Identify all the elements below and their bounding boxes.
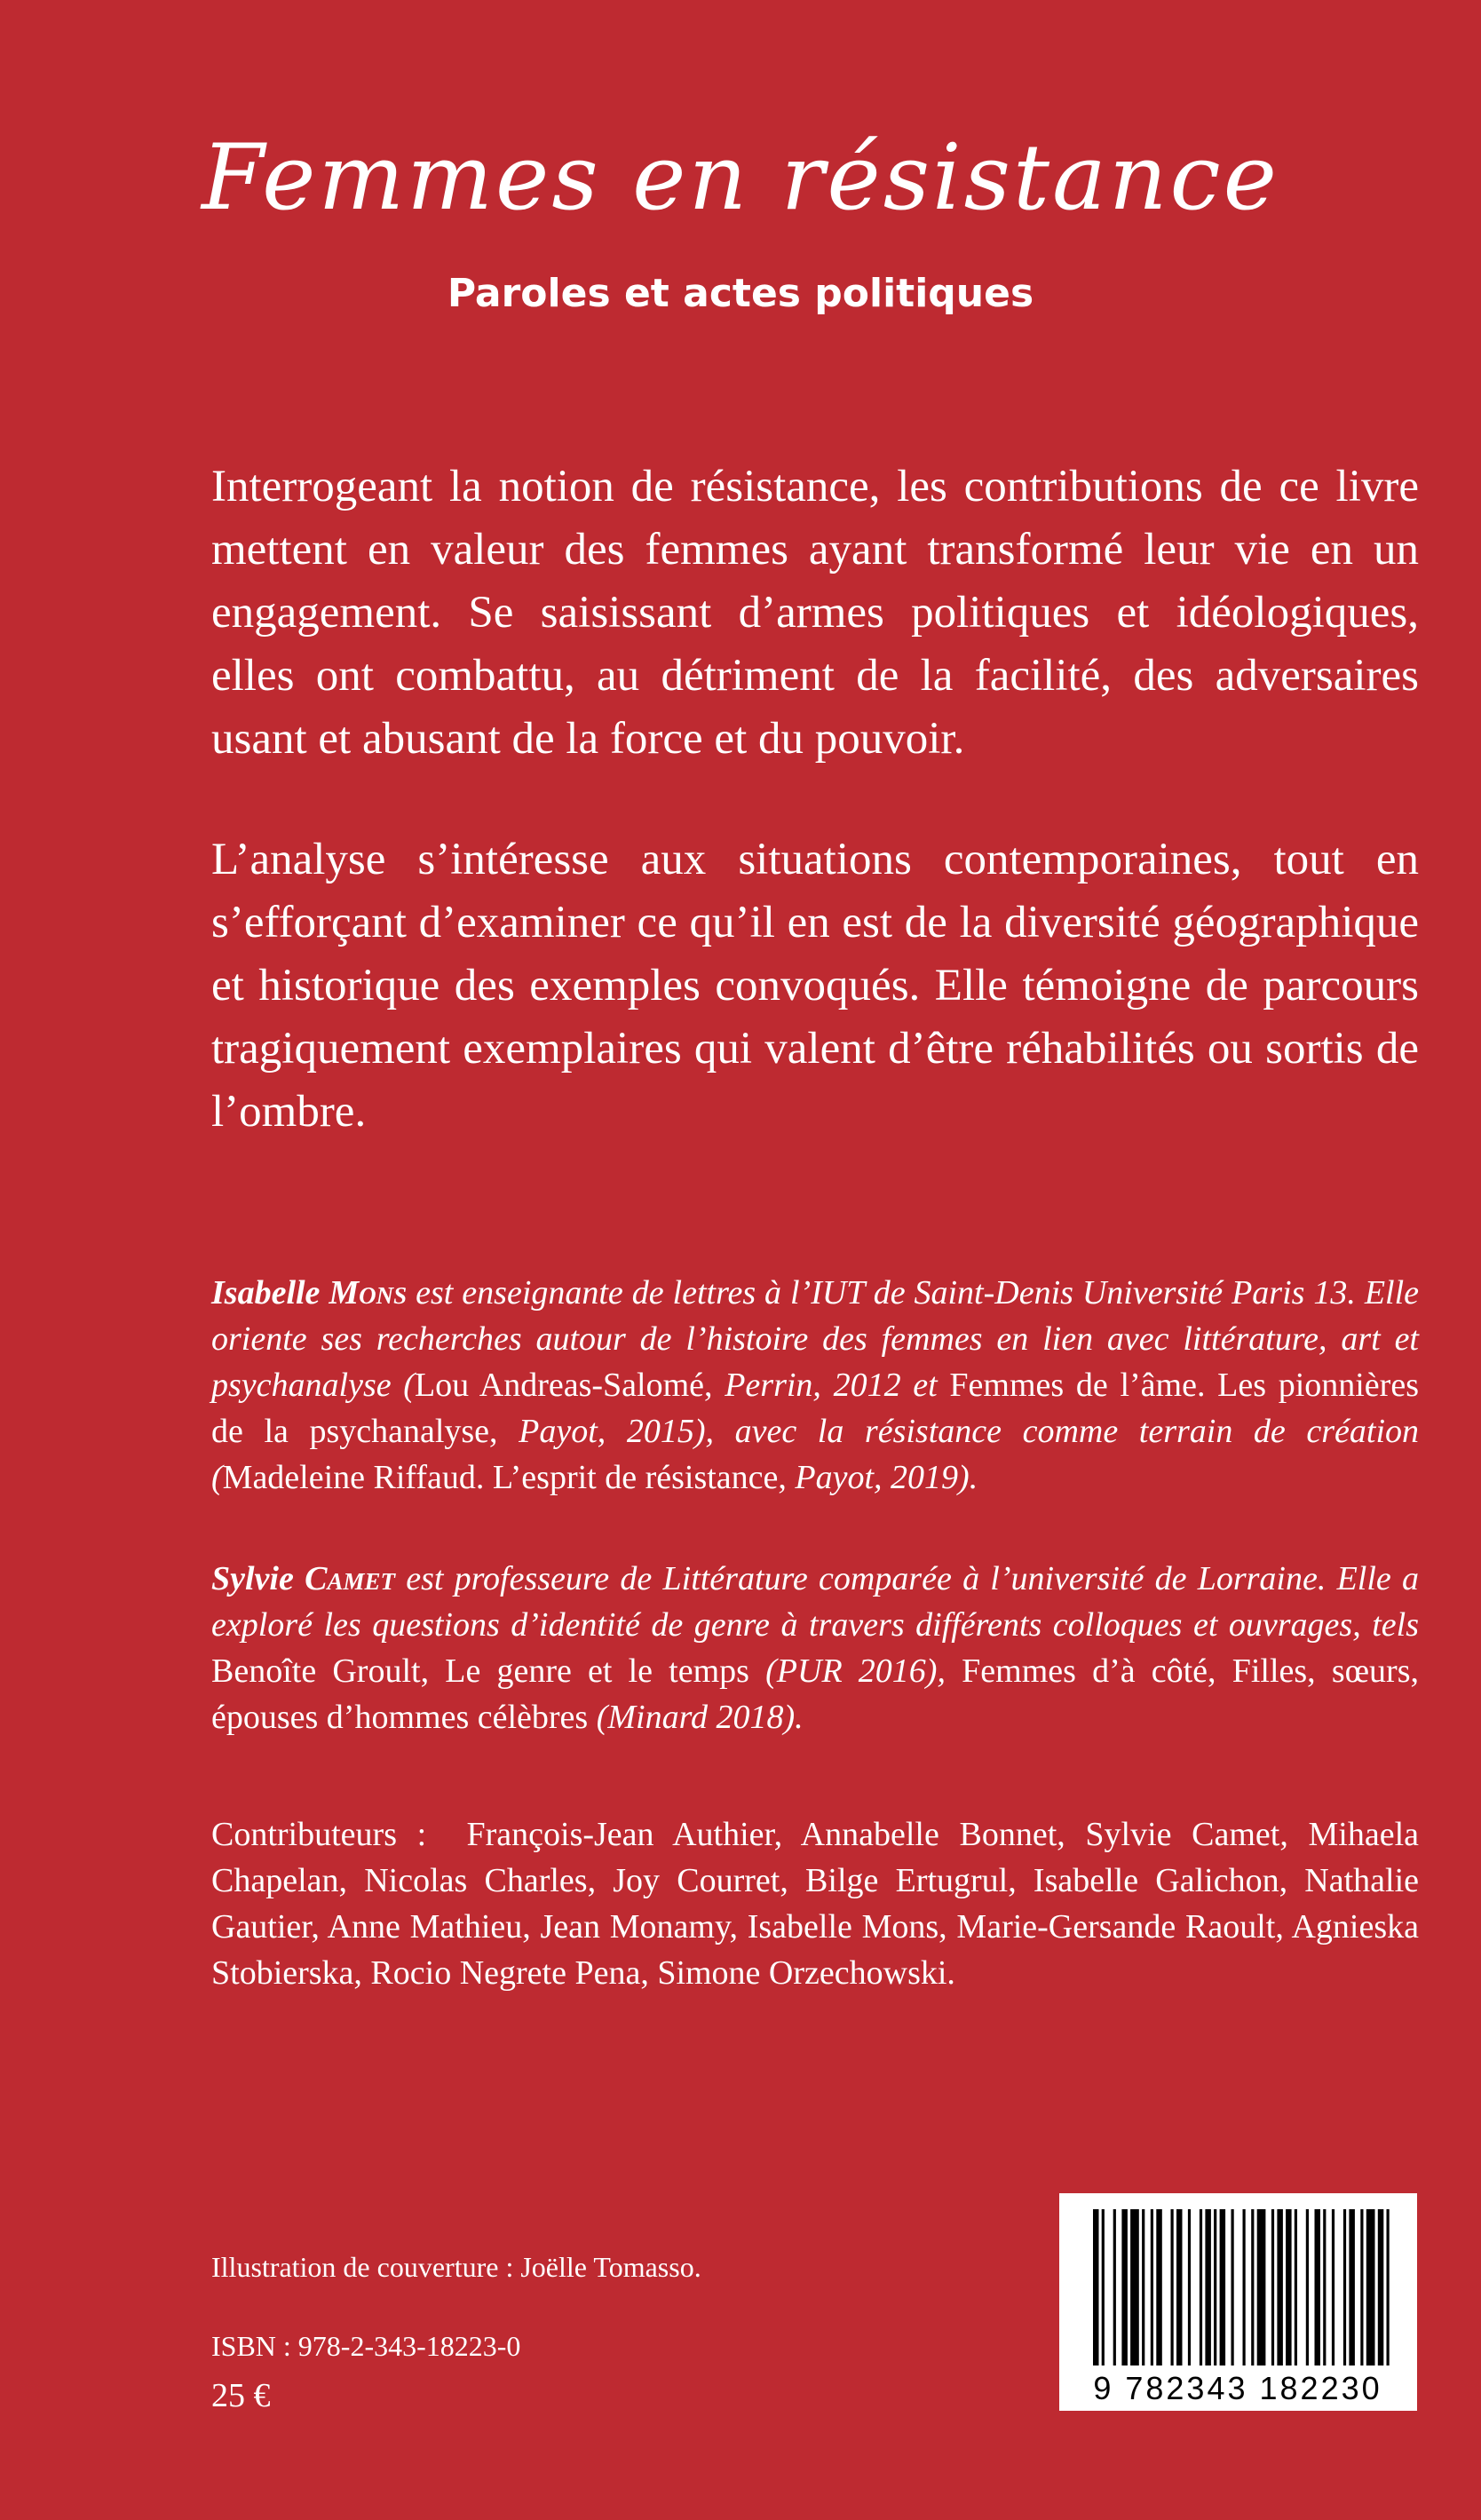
author-1-last-name: Mons <box>329 1274 408 1312</box>
barcode-bar <box>1200 2209 1202 2365</box>
barcode-bar <box>1130 2209 1139 2365</box>
price: 25 € <box>211 2377 271 2414</box>
author-bio-2 <box>211 1556 1419 1740</box>
book-subtitle: Paroles et actes politiques <box>447 271 1034 316</box>
barcode-bar <box>1151 2209 1153 2365</box>
isbn: ISBN : 978-2-343-18223-0 <box>211 2330 521 2362</box>
barcode-bar <box>1220 2209 1226 2365</box>
book-title: Femmes en résistance <box>201 125 1280 231</box>
barcode-bar <box>1093 2209 1099 2365</box>
barcode-graphic <box>1059 2193 1417 2411</box>
barcode-bar <box>1251 2209 1254 2365</box>
author-2-text-3: (Minard 2018). <box>588 1699 804 1736</box>
barcode-bar <box>1171 2209 1174 2365</box>
barcode-bar <box>1205 2209 1211 2365</box>
barcode <box>1059 2193 1417 2411</box>
author-1-work-3: Madeleine Riffaud. L’esprit de résistance, <box>222 1459 787 1496</box>
barcode-bar <box>1121 2209 1128 2365</box>
barcode-bar <box>1277 2209 1283 2365</box>
barcode-bar <box>1323 2209 1326 2365</box>
barcode-bar <box>1343 2209 1346 2365</box>
author-2-text-2: (PUR 2016), <box>748 1652 962 1690</box>
barcode-bar <box>1142 2209 1144 2365</box>
barcode-bar <box>1257 2209 1266 2365</box>
illustration-credit: Illustration de couverture : Joëlle Tomasso. <box>211 2251 701 2283</box>
barcode-bar <box>1378 2209 1384 2365</box>
barcode-digits: 9 782343 182230 <box>1093 2370 1382 2406</box>
barcode-bar <box>1102 2209 1105 2365</box>
barcode-bar <box>1349 2209 1355 2365</box>
barcode-bar <box>1243 2209 1246 2365</box>
barcode-bar <box>1286 2209 1292 2365</box>
barcode-bar <box>1156 2209 1162 2365</box>
author-2-last-name: Camet <box>305 1560 395 1597</box>
contributors-names: François-Jean Authier, Annabelle Bonnet, Sylvie Camet, Mihaela Chapelan, Nicolas Charles, Joy Courret, Bilge Ertugrul, Isabelle Galichon, Nathalie Gautier, Anne Mathieu, Jean Monamy, Isabelle Mons, Marie-Gersande Raoult, Agnieska Stobierska, Rocio Negrete Pena, Simone Orzechowski. <box>211 1816 1419 1992</box>
barcode-bar <box>1360 2209 1363 2365</box>
barcode-bar <box>1366 2209 1375 2365</box>
barcode-bars <box>1093 2209 1390 2365</box>
contributors-label: Contributeurs : <box>211 1816 427 1853</box>
barcode-bar <box>1387 2209 1390 2365</box>
barcode-bar <box>1176 2209 1183 2365</box>
barcode-bar <box>1306 2209 1309 2365</box>
author-bio-1 <box>211 1270 1419 1501</box>
author-1-text-4: Payot, 2019). <box>786 1459 978 1496</box>
barcode-bar <box>1232 2209 1234 2365</box>
barcode-bar <box>1315 2209 1321 2365</box>
barcode-bar <box>1332 2209 1334 2365</box>
author-1-work-1: Lou Andreas-Salomé, <box>414 1367 713 1404</box>
author-1-first-name: Isabelle <box>211 1274 321 1312</box>
barcode-bar <box>1271 2209 1274 2365</box>
barcode-bar <box>1113 2209 1116 2365</box>
barcode-bar <box>1214 2209 1216 2365</box>
author-2-text-1: est professeure de Littérature comparée à l’université de Lorraine. Elle a exploré les questions d’identité de genre à travers différents colloques et ouvrages, tels <box>211 1560 1420 1644</box>
author-2-first-name: Sylvie <box>211 1560 294 1597</box>
author-2-work-2: Femmes d’à côté, Filles, sœurs, épouses d’hommes célèbres <box>211 1652 1419 1736</box>
contributors-list <box>211 1811 1419 1996</box>
barcode-bar <box>1188 2209 1191 2365</box>
author-1-work-2: Femmes de l’âme. Les pionnières de la psychanalyse, <box>211 1367 1419 1450</box>
author-1-text-1: est enseignante de lettres à l’IUT de Saint-Denis Université Paris 13. Elle oriente ses recherches autour de l’histoire des femmes en lien avec littérature, art et psychanalyse ( <box>211 1274 1420 1404</box>
author-1-text-3: Payot, 2015), avec la résistance comme terrain de création ( <box>211 1413 1420 1496</box>
barcode-bar <box>1295 2209 1297 2365</box>
author-1-text-2: Perrin, 2012 et <box>712 1367 950 1404</box>
summary-paragraph-2: L’analyse s’intéresse aux situations contemporaines, tout en s’efforçant d’examiner ce qu’il en est de la diversité géographique et historique des exemples convoqués. Elle témoigne de parcours tragiquement exemplaires qui valent d’être réhabilités ou sortis de l’ombre. <box>211 835 1419 1137</box>
author-2-work-1: Benoîte Groult, Le genre et le temps <box>211 1652 749 1690</box>
summary-paragraph-1: Interrogeant la notion de résistance, les contributions de ce livre mettent en valeur des femmes ayant transformé leur vie en un engagement. Se saisissant d’armes politiques et idéologiques, elles ont combattu, au détriment de la facilité, des adversaires usant et abusant de la force et du pouvoir. <box>211 462 1419 764</box>
